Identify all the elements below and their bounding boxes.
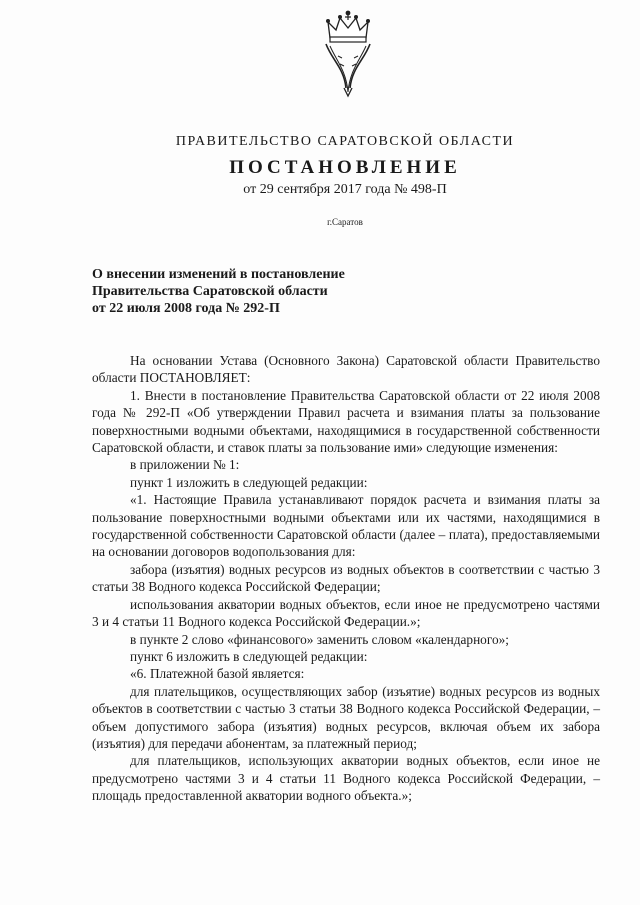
document-type: ПОСТАНОВЛЕНИЕ — [229, 157, 461, 178]
body-paragraph: в приложении № 1: — [130, 457, 240, 473]
body-paragraph: для плательщиков, использующих акватории водных объектов, если иное не предусмотрено частями 3 и 4 статьи 11 Водного кодекса Российской Федерации, – площадь предоставленной акватории водного объекта.»; — [92, 753, 600, 804]
body-paragraph: в пункте 2 слово «финансового» заменить словом «календарного»; — [130, 631, 509, 647]
body-paragraph: пункт 1 изложить в следующей редакции: — [130, 474, 368, 490]
document-date-number: от 29 сентября 2017 года № 498-П — [243, 182, 447, 197]
body-paragraph: использования акватории водных объектов, если иное не предусмотрено частями 3 и 4 статьи 11 Водного кодекса Российской Федерации.»; — [92, 596, 600, 630]
body-paragraph: пункт 6 изложить в следующей редакции: — [130, 648, 368, 664]
document-heading — [92, 266, 392, 317]
heading-line: от 22 июля 2008 года № 292-П — [92, 301, 280, 316]
body-paragraph: 1. Внести в постановление Правительства Саратовской области от 22 июля 2008 года № 292-П «Об утверждении Правил расчета и взимания платы за пользование поверхностными водными объектами, находящимися в государственной собственности Саратовской области, и ставок платы за пользование ими» следующие изменения: — [92, 387, 600, 456]
body-paragraph: На основании Устава (Основного Закона) Саратовской области Правительство области ПОСТАНОВЛЯЕТ: — [92, 353, 600, 386]
body-paragraph: забора (изъятия) водных ресурсов из водных объектов в соответствии с частью 3 статьи 38 Водного кодекса Российской Федерации; — [92, 561, 600, 595]
saratov-coat-of-arms-icon — [316, 8, 380, 98]
body-paragraph: для плательщиков, осуществляющих забор (изъятие) водных ресурсов из водных объектов в соответствии с частью 3 статьи 38 Водного кодекса Российской Федерации, – объем допустимого забора (изъятия) водных ресурсов, включая объем их забора (изъятия) для передачи абонентам, за платежный период; — [92, 683, 600, 751]
document-city: г.Саратов — [327, 217, 363, 227]
body-paragraph: «6. Платежной базой является: — [130, 666, 305, 682]
body-paragraph: «1. Настоящие Правила устанавливают порядок расчета и взимания платы за пользование поверхностными водными объектами или их частями, находящимися в государственной собственности Саратовской области (далее – плата), предоставляемыми на основании договоров водопользования для: — [92, 492, 600, 560]
document-body — [92, 352, 600, 805]
heading-line: О внесении изменений в постановление — [92, 267, 345, 282]
heading-line: Правительства Саратовской области — [92, 284, 328, 299]
government-title: ПРАВИТЕЛЬСТВО САРАТОВСКОЙ ОБЛАСТИ — [175, 134, 515, 149]
